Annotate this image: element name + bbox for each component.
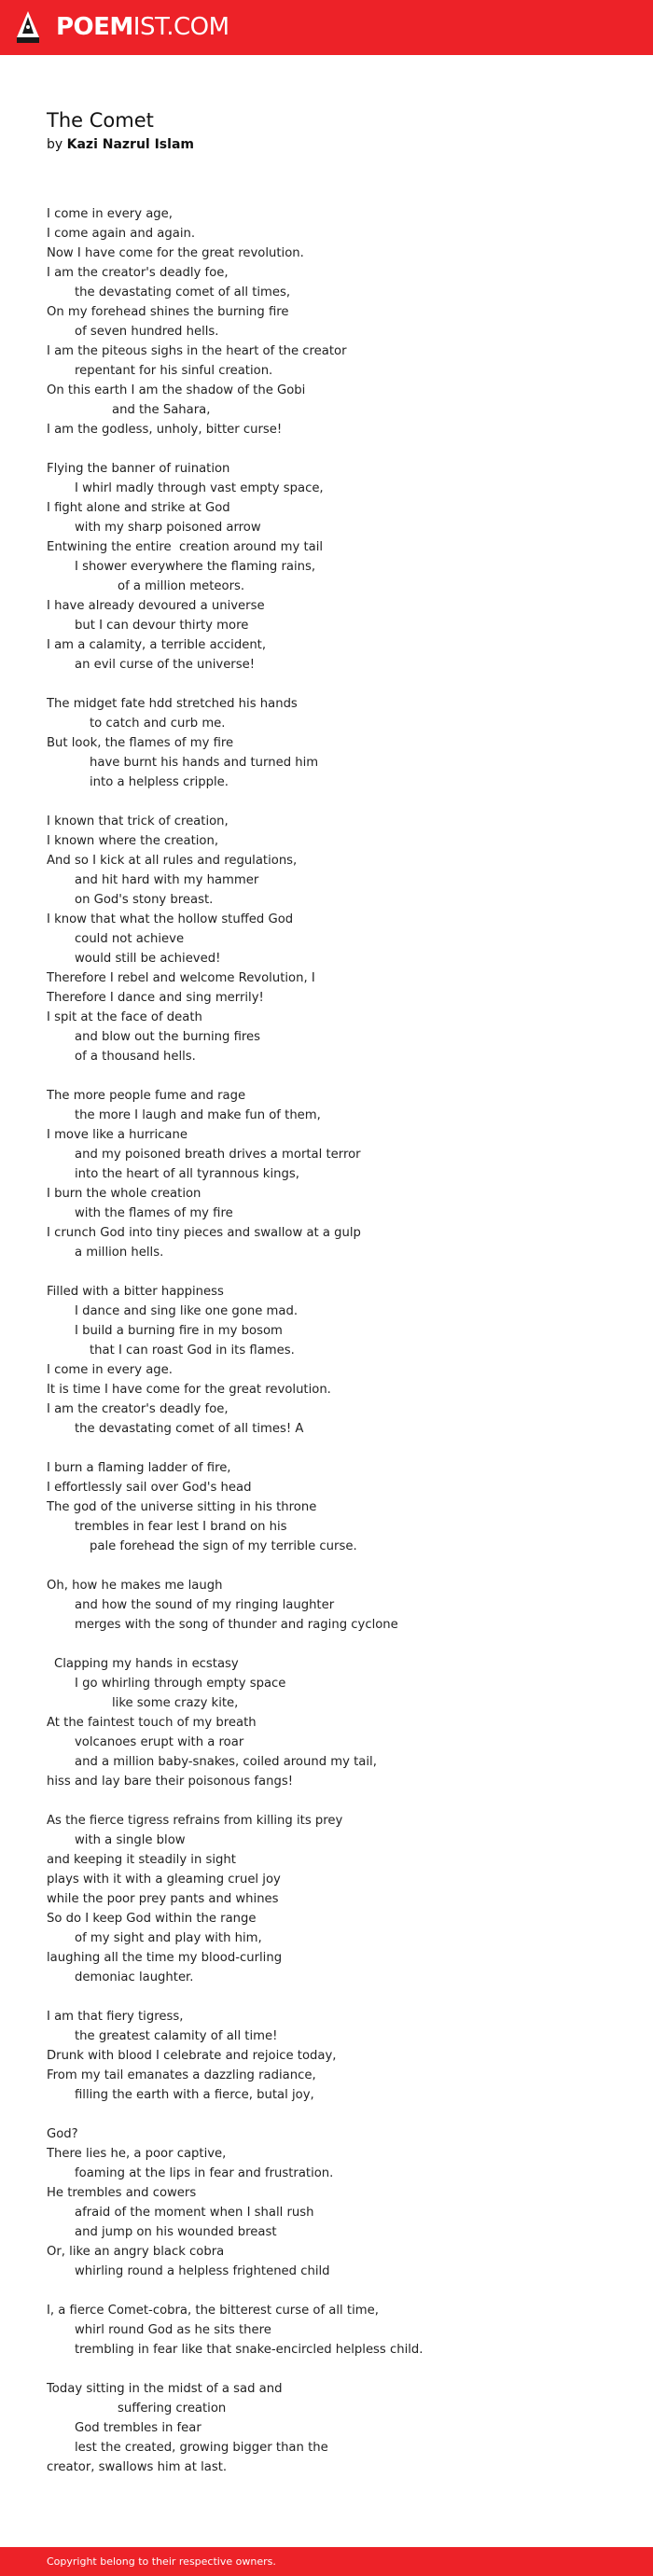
poem-line: I known where the creation, xyxy=(47,834,219,848)
poem-line: and a million baby-snakes, coiled around my tail, xyxy=(75,1755,377,1769)
poem-line: pale forehead the sign of my terrible curse. xyxy=(90,1539,357,1553)
poem-line: I build a burning fire in my bosom xyxy=(75,1324,283,1338)
stanza-break xyxy=(47,1791,625,1811)
poem-line: creator, swallows him at last. xyxy=(47,2460,228,2474)
poem-line: hiss and lay bare their poisonous fangs! xyxy=(47,1775,294,1789)
author-link[interactable]: Kazi Nazrul Islam xyxy=(66,137,194,152)
pen-nib-icon[interactable] xyxy=(17,11,39,43)
stanza-break xyxy=(47,439,625,459)
poem-line: a million hells. xyxy=(75,1246,164,1260)
poem-line: to catch and curb me. xyxy=(90,717,226,731)
poem-line: whirl round God as he sits there xyxy=(75,2323,271,2337)
copyright-text: Copyright belong to their respective owners. xyxy=(47,2555,276,2568)
poem-line: an evil curse of the universe! xyxy=(75,658,256,672)
poem-line: Drunk with blood I celebrate and rejoice today, xyxy=(47,2049,337,2063)
poem-line: I am a calamity, a terrible accident, xyxy=(47,638,267,652)
poem-line: demoniac laughter. xyxy=(75,1970,194,1984)
poem-line: with the flames of my fire xyxy=(75,1206,233,1220)
stanza-break xyxy=(47,1262,625,1282)
poem-line: but I can devour thirty more xyxy=(75,619,249,633)
poem-line: volcanoes erupt with a roar xyxy=(75,1735,244,1749)
poem-line: foaming at the lips in fear and frustration. xyxy=(75,2166,334,2180)
poem-line: God trembles in fear xyxy=(75,2421,201,2435)
poem-line: From my tail emanates a dazzling radiance, xyxy=(47,2068,316,2082)
poem-line: And so I kick at all rules and regulations, xyxy=(47,854,298,868)
poem-line: I am that fiery tigress, xyxy=(47,2010,184,2024)
poem-line: merges with the song of thunder and raging cyclone xyxy=(75,1618,398,1632)
poem-line: The god of the universe sitting in his throne xyxy=(47,1500,317,1514)
poem-line: and keeping it steadily in sight xyxy=(47,1853,236,1867)
poem-line: filling the earth with a fierce, butal joy, xyxy=(75,2088,314,2102)
stanza-break xyxy=(47,2360,625,2379)
poem-line: while the poor prey pants and whines xyxy=(47,1892,279,1906)
poem-line: afraid of the moment when I shall rush xyxy=(75,2206,314,2220)
brand-bold: POEM xyxy=(56,13,133,41)
stanza-break xyxy=(47,1556,625,1576)
poem-line: Flying the banner of ruination xyxy=(47,462,230,476)
poem-line: laughing all the time my blood-curling xyxy=(47,1951,283,1965)
poem-line: I am the creator's deadly foe, xyxy=(47,1402,229,1416)
stanza-break xyxy=(47,792,625,812)
poem-line: plays with it with a gleaming cruel joy xyxy=(47,1873,281,1887)
poem-line: I am the godless, unholy, bitter curse! xyxy=(47,423,283,437)
site-logo-text[interactable] xyxy=(56,13,229,41)
poem-line: have burnt his hands and turned him xyxy=(90,756,319,770)
poem-line: I, a fierce Comet-cobra, the bitterest curse of all time, xyxy=(47,2304,379,2318)
poem-line: It is time I have come for the great revolution. xyxy=(47,1383,331,1397)
poem-line: At the faintest touch of my breath xyxy=(47,1716,257,1730)
stanza-break xyxy=(47,675,625,694)
poem-line: I go whirling through empty space xyxy=(75,1677,286,1691)
poem-line: I known that trick of creation, xyxy=(47,815,229,828)
poem-line: So do I keep God within the range xyxy=(47,1912,257,1926)
poem-line: of my sight and play with him, xyxy=(75,1931,262,1945)
by-prefix: by xyxy=(47,137,67,152)
poem-line: I effortlessly sail over God's head xyxy=(47,1481,252,1495)
poem-line: of a thousand hells. xyxy=(75,1050,196,1064)
poem-line: I come in every age. xyxy=(47,1363,173,1377)
poem-line: with my sharp poisoned arrow xyxy=(75,521,261,535)
poem-line: the devastating comet of all times! A xyxy=(75,1422,304,1436)
poem-line: of seven hundred hells. xyxy=(75,325,219,339)
poem-line: and the Sahara, xyxy=(112,403,211,417)
poem-line: lest the created, growing bigger than the xyxy=(75,2441,328,2455)
poem-line: Today sitting in the midst of a sad and xyxy=(47,2382,283,2396)
poem-line: I move like a hurricane xyxy=(47,1128,188,1142)
poem-line: I come again and again. xyxy=(47,227,196,241)
poem-line: into the heart of all tyrannous kings, xyxy=(75,1167,299,1181)
poem-line: could not achieve xyxy=(75,932,185,946)
stanza-break xyxy=(47,1635,625,1654)
poem-line: I spit at the face of death xyxy=(47,1010,202,1024)
poem-line: The midget fate hdd stretched his hands xyxy=(47,697,298,711)
poem-line: God? xyxy=(47,2127,78,2141)
poem-line: I fight alone and strike at God xyxy=(47,501,230,515)
poem-line: He trembles and cowers xyxy=(47,2186,197,2200)
poem-line: with a single blow xyxy=(75,1833,186,1847)
poem-line: and jump on his wounded breast xyxy=(75,2225,277,2239)
poem-line: trembles in fear lest I brand on his xyxy=(75,1520,287,1534)
poem-line: the greatest calamity of all time! xyxy=(75,2029,278,2043)
poem-line: On my forehead shines the burning fire xyxy=(47,305,289,319)
poem-line: The more people fume and rage xyxy=(47,1089,246,1103)
poem-line: I know that what the hollow stuffed God xyxy=(47,912,294,926)
poem-line: the more I laugh and make fun of them, xyxy=(75,1108,321,1122)
poem-line: I burn a flaming ladder of fire, xyxy=(47,1461,231,1475)
poem-line: On this earth I am the shadow of the Gobi xyxy=(47,383,306,397)
brand-light: IST.COM xyxy=(132,13,229,41)
poem-line: suffering creation xyxy=(118,2402,227,2416)
site-header xyxy=(0,0,653,55)
poem-line: As the fierce tigress refrains from killing its prey xyxy=(47,1814,343,1828)
poem-line: Now I have come for the great revolution. xyxy=(47,246,304,260)
poem-line: would still be achieved! xyxy=(75,952,221,966)
poem-body xyxy=(47,204,625,2477)
poem-line: repentant for his sinful creation. xyxy=(75,364,273,378)
poem-line: Therefore I dance and sing merrily! xyxy=(47,991,264,1005)
poem-line: Entwining the entire creation around my tail xyxy=(47,540,324,554)
poem-line: Clapping my hands in ecstasy xyxy=(54,1657,239,1671)
poem-line: I dance and sing like one gone mad. xyxy=(75,1304,299,1318)
poem-line: Filled with a bitter happiness xyxy=(47,1285,224,1299)
stanza-break xyxy=(47,1066,625,1086)
poem-line: and blow out the burning fires xyxy=(75,1030,260,1044)
poem-line: But look, the flames of my fire xyxy=(47,736,234,750)
poem-line: I shower everywhere the flaming rains, xyxy=(75,560,316,574)
poem-line: I am the creator's deadly foe, xyxy=(47,266,229,280)
poem-line: Therefore I rebel and welcome Revolution, I xyxy=(47,971,315,985)
poem-line: Or, like an angry black cobra xyxy=(47,2245,225,2259)
poem-line: into a helpless cripple. xyxy=(90,775,229,789)
poem-line: and how the sound of my ringing laughter xyxy=(75,1598,335,1612)
poem-line: the devastating comet of all times, xyxy=(75,285,291,299)
poem-line: like some crazy kite, xyxy=(112,1696,239,1710)
poem-line: of a million meteors. xyxy=(118,579,245,593)
poem-line: I crunch God into tiny pieces and swallow at a gulp xyxy=(47,1226,361,1240)
site-footer xyxy=(0,2547,653,2576)
poem-line: and my poisoned breath drives a mortal terror xyxy=(75,1148,361,1162)
stanza-break xyxy=(47,2281,625,2301)
poem-line: whirling round a helpless frightened child xyxy=(75,2264,330,2278)
poem-line: that I can roast God in its flames. xyxy=(90,1344,295,1358)
stanza-break xyxy=(47,2105,625,2124)
poem-line: trembling in fear like that snake-encircled helpless child. xyxy=(75,2343,424,2357)
poem-line: on God's stony breast. xyxy=(75,893,214,907)
poem-line: I have already devoured a universe xyxy=(47,599,265,613)
stanza-break xyxy=(47,1439,625,1458)
poem-line: I come in every age, xyxy=(47,207,173,221)
poem-line: and hit hard with my hammer xyxy=(75,873,259,887)
poem-line: Oh, how he makes me laugh xyxy=(47,1579,223,1593)
byline xyxy=(47,136,194,153)
poem-line: I am the piteous sighs in the heart of the creator xyxy=(47,344,347,358)
poem-line: There lies he, a poor captive, xyxy=(47,2147,227,2161)
poem-line: I whirl madly through vast empty space, xyxy=(75,481,324,495)
poem-title: The Comet xyxy=(47,109,154,132)
poem-line: I burn the whole creation xyxy=(47,1187,201,1201)
stanza-break xyxy=(47,1987,625,2007)
